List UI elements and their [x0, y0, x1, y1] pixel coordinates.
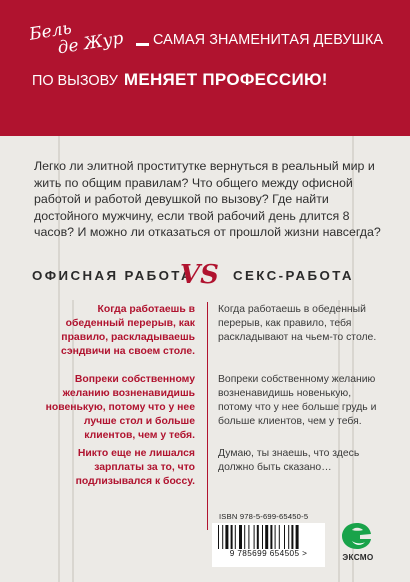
headline-part-a: ПО ВЫЗОВУ — [32, 73, 118, 89]
header-banner — [0, 0, 410, 136]
headline-line-1: САМАЯ ЗНАМЕНИТАЯ ДЕВУШКА — [153, 32, 384, 48]
headline-part-b: МЕНЯЕТ ПРОФЕССИЮ! — [123, 70, 328, 89]
intro-paragraph: Легко ли элитной проститутке вернуться в реальный мир и жить по общим правилам? Что общего между офисной работой и работой девушкой по вызову? Где найти достойного мужчину, если твой рабочий день длится 8 часов? И можно ли отказаться от прошлой жизни навсегда? — [34, 159, 381, 240]
header-dash — [136, 43, 149, 46]
author-script-name — [28, 9, 140, 61]
isbn-text: ISBN 978-5-699-65450-5 — [219, 512, 309, 521]
sex-work-point: Когда работаешь в обеденный перерыв, как правило, тебя раскладывают на чьем-то столе. — [218, 304, 377, 343]
office-point: Вопреки собственному желанию возненавидишь новенькую, потому что у нее лучше стол и больше клиентов, чем у тебя. — [45, 374, 195, 441]
office-point: Когда работаешь в обеденный перерыв, как правило, раскладываешь сэндвичи на своем столе. — [61, 304, 195, 357]
column-divider — [207, 302, 208, 530]
vs-label: VS — [180, 260, 219, 290]
sex-work-point: Вопреки собственному желанию возненавидишь новенькую, потому что у нее больше грудь и больше клиентов, чем у тебя. — [218, 374, 377, 427]
author-name-line: Бель — [27, 18, 74, 45]
eksmo-logo-icon — [340, 521, 374, 551]
sex-work-point: Думаю, ты знаешь, что здесь должно быть сказано… — [218, 448, 360, 473]
office-point: Никто еще не лишался зарплаты за то, что подлизывался к боссу. — [75, 448, 195, 487]
office-work-title: ОФИСНАЯ РАБОТА — [32, 268, 193, 283]
barcode-digits: 9 785699 654505 > — [212, 549, 325, 561]
publisher-name: ЭКСМО — [342, 553, 374, 562]
comparison-heading — [0, 262, 410, 292]
sex-work-title: СЕКС-РАБОТА — [233, 268, 354, 283]
headline-line-2 — [32, 70, 328, 90]
author-name-line: де Жур — [56, 28, 125, 59]
